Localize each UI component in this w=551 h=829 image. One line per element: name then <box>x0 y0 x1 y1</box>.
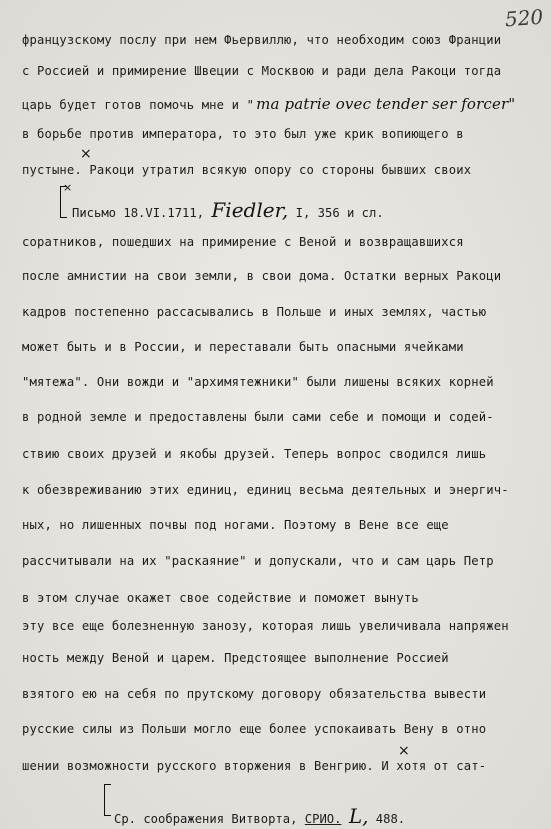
text-line-4: в борьбе против императора, то это был уже крик вопиющего в <box>22 127 464 141</box>
footnote-2-source: СРИО. <box>304 812 342 826</box>
handwritten-french-phrase: ma patrie ovec tender ser forcer" <box>256 95 516 113</box>
footnote-2 <box>114 804 405 828</box>
text-line-15: рассчитывали на их "раскаяние" и допускали, что и сам царь Петр <box>22 554 494 568</box>
footnote-1-handwritten-author: Fiedler, <box>211 198 289 222</box>
footnote-1 <box>72 198 384 222</box>
text-line-1: французскому послу при нем Фьервиллю, что необходим союз Франции <box>22 33 502 47</box>
text-line-9: может быть и в России, и переставали быть опасными ячейками <box>22 340 464 354</box>
text-line-21: шении возможности русского вторжения в Венгрию. И хотя от сат- <box>22 759 487 773</box>
text-line-6: соратников, пошедших на примирение с Веной и возвращавшихся <box>22 235 464 249</box>
text-line-19: взятого ею на себя по прутскому договору обязательства вывести <box>22 687 487 701</box>
text-line-5: пустыне. Ракоци утратил всякую опору со стороны бывших своих <box>22 163 472 177</box>
text-line-3-start: царь будет готов помочь мне и " <box>22 98 255 112</box>
text-line-18: ность между Веной и царем. Предстоящее выполнение Россией <box>22 651 449 665</box>
footnote-1-reference: I, 356 и сл. <box>295 206 384 220</box>
text-line-7: после амнистии на свои земли, в свои дома. Остатки верных Ракоци <box>22 269 502 283</box>
text-line-16: в этом случае окажет свое содействие и поможет вынуть <box>22 591 419 605</box>
footnote-bracket-2 <box>104 784 111 816</box>
text-line-12: ствию своих друзей и якобы друзей. Теперь вопрос сводился лишь <box>22 447 487 461</box>
text-line-20: русские силы из Польши могло еще более успокаивать Вену в отно <box>22 722 487 736</box>
page-number: 520 <box>504 4 544 32</box>
text-line-3 <box>22 95 515 113</box>
text-line-17: эту все еще болезненную занозу, которая лишь увеличивала напряжен <box>22 619 509 633</box>
footnote-mark-icon: × <box>63 181 73 194</box>
text-line-8: кадров постепенно рассасывались в Польше и иных землях, частью <box>22 305 487 319</box>
footnote-2-handwritten-volume: L, <box>348 804 369 828</box>
text-line-10: "мятежа". Они вожди и "архимятежники" были лишены всяких корней <box>22 375 494 389</box>
text-line-13: к обезвреживанию этих единиц, единиц весьма деятельных и энергич- <box>22 483 509 497</box>
footnote-2-page: 488. <box>375 812 406 826</box>
footnote-1-text: Письмо 18.VI.1711, <box>72 206 205 220</box>
text-line-2: с Россией и примирение Швеции с Москвою и ради дела Ракоци тогда <box>22 64 502 78</box>
insertion-mark-icon-2: × <box>398 743 410 759</box>
insertion-mark-icon: × <box>80 146 92 162</box>
footnote-2-text: Ср. соображения Витворта, <box>114 812 298 826</box>
text-line-11: в родной земле и предоставлены были сами себе и помощи и содей- <box>22 410 494 424</box>
text-line-14: ных, но лишенных почвы под ногами. Поэтому в Вене все еще <box>22 518 449 532</box>
